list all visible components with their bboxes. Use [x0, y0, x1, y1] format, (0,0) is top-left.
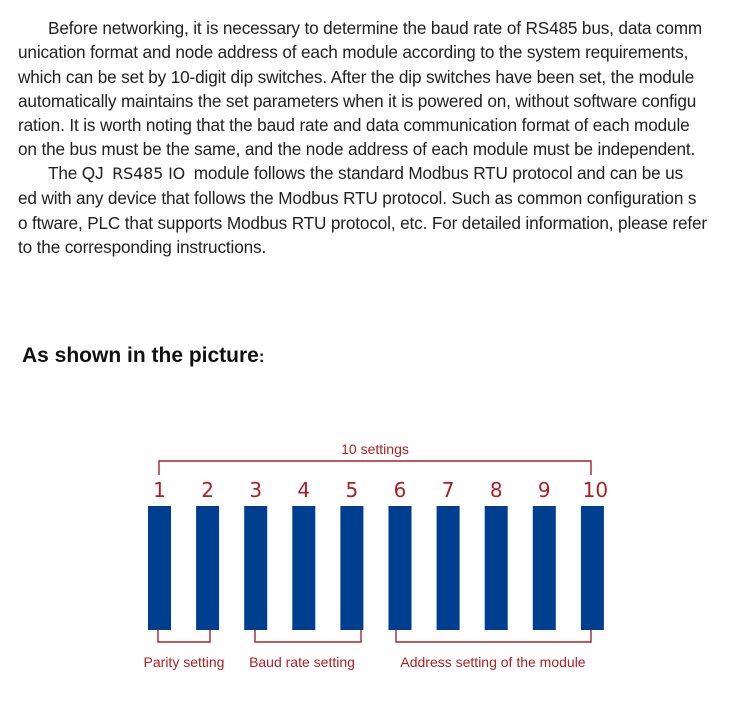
paragraph-text: The QJ — [48, 163, 104, 183]
dip-switch-4 — [292, 506, 315, 630]
paragraph-line: ration. It is worth noting that the baud rate and data communication format of each module — [18, 115, 690, 136]
switch-number-2: 2 — [201, 478, 214, 502]
dip-switch-7 — [437, 506, 460, 630]
switch-number-5: 5 — [345, 478, 359, 502]
paragraph-line: which can be set by 10-digit dip switches. After the dip switches have been set, the module — [18, 66, 695, 87]
parity-bracket — [158, 630, 210, 642]
section-heading — [22, 344, 265, 368]
switch-group — [148, 506, 604, 630]
parity-label: Parity setting — [143, 654, 225, 670]
dip-switch-10 — [581, 506, 604, 630]
protocol-paragraph — [18, 161, 738, 259]
dip-switch-2 — [196, 506, 219, 630]
dip-switch-9 — [533, 506, 556, 630]
switch-number-6: 6 — [393, 478, 407, 502]
dip-switch-1 — [148, 506, 171, 630]
intro-paragraph — [18, 16, 738, 162]
address-label: Address setting of the module — [400, 654, 586, 670]
paragraph-text: module follows the standard Modbus RTU protocol and can be us — [193, 163, 684, 183]
switch-number-1: 1 — [153, 478, 166, 502]
paragraph-line: to the corresponding instructions. — [18, 236, 267, 257]
paragraph-line: Before networking, it is necessary to determine the baud rate of RS485 bus, data comm — [48, 18, 703, 38]
top-bracket — [159, 461, 591, 475]
dip-switch-8 — [485, 506, 508, 630]
switch-number-10: 10 — [582, 478, 609, 502]
switch-number-9: 9 — [537, 478, 551, 502]
heading-text: As shown in the picture — [22, 344, 259, 367]
dip-switch-3 — [244, 506, 267, 630]
model-name: RS485 IO — [112, 164, 186, 183]
switch-number-3: 3 — [249, 478, 263, 502]
paragraph-line: automatically maintains the set parameters when it is powered on, without software configu — [18, 90, 697, 111]
paragraph-line: on the bus must be the same, and the node address of each module must be independent. — [18, 139, 696, 160]
switch-number-4: 4 — [297, 478, 311, 502]
dip-switch-diagram — [0, 430, 750, 690]
switch-number-group — [153, 478, 608, 502]
paragraph-line: o ftware, PLC that supports Modbus RTU protocol, etc. For detailed information, please refer — [18, 212, 707, 233]
top-label: 10 settings — [341, 441, 409, 457]
baud-label: Baud rate setting — [249, 654, 355, 670]
address-bracket — [396, 630, 591, 642]
paragraph-first-line — [18, 161, 738, 186]
heading-colon: : — [258, 347, 265, 366]
paragraph-line: ed with any device that follows the Modbus RTU protocol. Such as common configuration s — [18, 188, 697, 209]
paragraph-line: unication format and node address of each module according to the system requirements, — [18, 42, 689, 63]
switch-number-8: 8 — [489, 478, 503, 502]
dip-switch-6 — [389, 506, 412, 630]
switch-number-7: 7 — [441, 478, 455, 502]
dip-switch-5 — [340, 506, 363, 630]
baud-bracket — [255, 630, 361, 642]
